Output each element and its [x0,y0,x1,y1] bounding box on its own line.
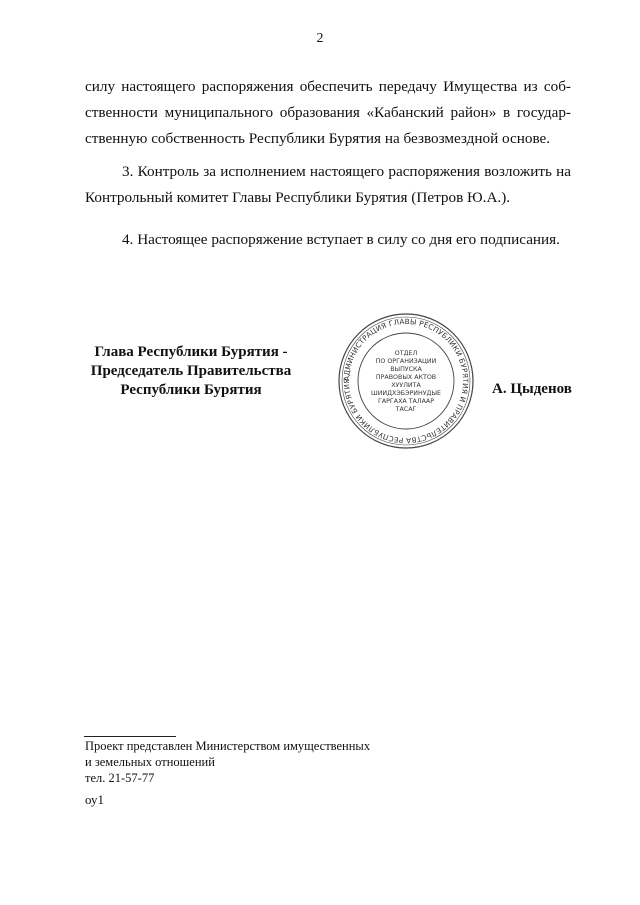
seal-text-line: ВЫПУСКА [390,366,422,373]
signer-name: А. Цыденов [492,381,572,397]
paragraph-line: ственности муниципального образования «Кабанский район» в государ- [85,104,571,121]
seal-outer-ring [339,314,473,448]
footnote-line: Проект представлен Министерством имущественных [85,739,371,753]
paragraph-line: 4. Настоящее распоряжение вступает в силу со дня его подписания. [122,231,560,248]
signer-title [80,343,302,400]
paragraph-effective [85,227,571,253]
seal-text-line: ПРАВОВЫХ АКТОВ [375,374,437,381]
page-number: 2 [316,31,324,46]
footnote-line: тел. 21-57-77 [85,771,155,785]
signer-title-line: Республики Бурятия [120,382,262,398]
official-seal-stamp [336,311,476,451]
seal-inner-ring [358,333,454,429]
footnote [85,738,370,786]
signer-title-line: Председатель Правительства [90,363,292,379]
footnote-line: и земельных отношений [85,755,215,769]
seal-text-line: ПО ОРГАНИЗАЦИИ [375,358,437,365]
seal-text-line: ТАСАГ [395,406,417,413]
paragraph-line: силу настоящего распоряжения обеспечить передачу Имущества из соб- [85,78,571,95]
paragraph-control [85,159,571,211]
paragraph-line: Контрольный комитет Главы Республики Бурятия (Петров Ю.А.). [85,189,511,206]
paragraph-transfer [85,74,571,152]
footnote-divider [84,736,176,737]
seal-text-line: ГАРГАХА ТАЛААР [377,398,435,405]
seal-text-line: ХУУЛИТА [391,382,421,389]
paragraph-line: 3. Контроль за исполнением настоящего распоряжения возложить на [122,163,571,180]
seal-ring-text: АДМИНИСТРАЦИЯ ГЛАВЫ РЕСПУБЛИКИ БУРЯТИЯ И ПРАВИТЕЛЬСТВА РЕСПУБЛИКИ БУРЯТИЯ [341,316,471,446]
document-code: оу1 [85,792,105,807]
svg-text:АДМИНИСТРАЦИЯ ГЛАВЫ РЕСПУБЛИКИ [342,317,470,445]
seal-text-line: ШИИДХЭБЭРИНУДЫЕ [370,390,442,397]
paragraph-line: ственную собственность Республики Бурятия на безвозмездной основе. [85,130,551,147]
seal-text-line: ОТДЕЛ [394,350,418,357]
signer-title-line: Глава Республики Бурятия - [94,344,288,360]
